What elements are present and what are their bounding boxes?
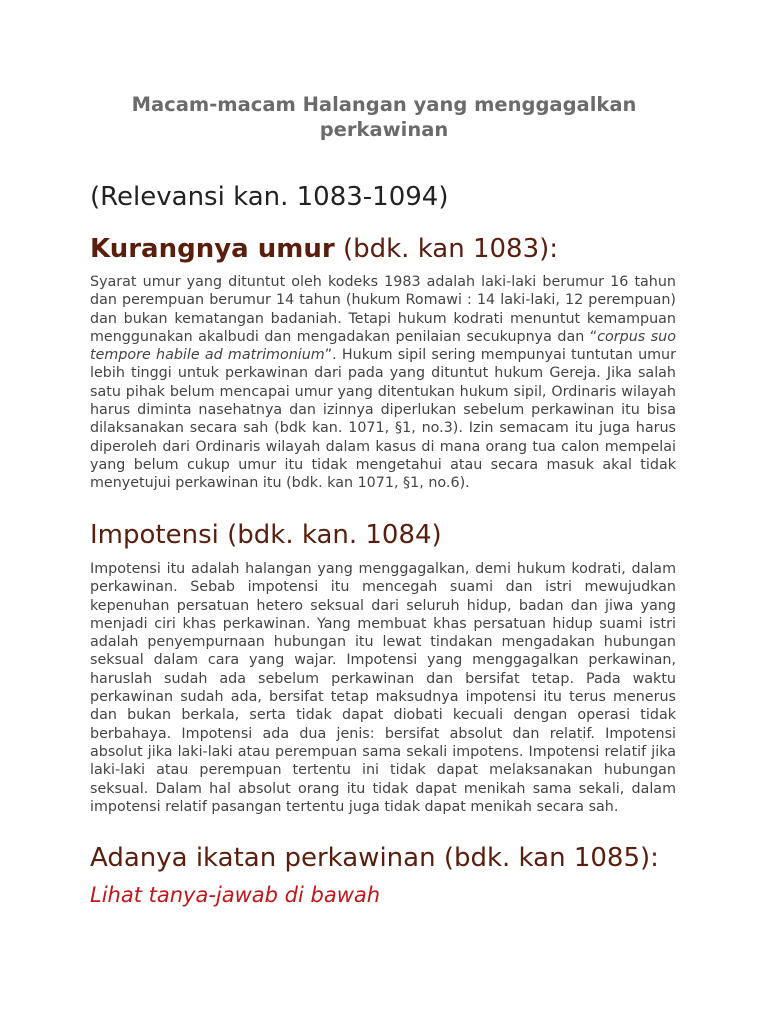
section-heading-rest: (bdk. kan 1083): <box>334 234 559 264</box>
document-title: Macam-macam Halangan yang menggagalkan perkawinan <box>131 93 637 141</box>
paragraph-text: Syarat umur yang dituntut oleh kodeks 1983 adalah laki-laki berumur 16 tahun dan perempuan berumur 14 tahun (hukum Romawi : 14 laki-laki, 12 perempuan) dan bukan kematangan badaniah. Tetapi hukum kodrati menuntut kemampuan menggunakan akalbudi dan mengadakan penilaian secukupnya dan “ <box>90 274 676 345</box>
paragraph-text: ”. Hukum sipil sering mempunyai tuntutan umur lebih tinggi untuk perkawinan dari pada yang dituntut hukum Gereja. Jika salah satu pihak belum mencapai umur yang ditentukan hukum sipil, Ordinaris wilayah harus diminta nasehatnya dan izinnya diperlukan sebelum perkawinan itu bisa dilaksanakan secara sah (bdk kan. 1071, §1, no.3). Izin semacam itu juga harus diperoleh dari Ordinaris wilayah dalam kasus di mana orang tua calon mempelai yang belum cukup umur itu tidak mengetahui atau secara masuk akal tidak menyetujui perkawinan itu (bdk. kan 1071, §1, no.6). <box>90 347 676 492</box>
document-subtitle: (Relevansi kan. 1083-1094) <box>90 182 449 212</box>
section-heading-ikatan-perkawinan: Adanya ikatan perkawinan (bdk. kan 1085): <box>90 843 659 873</box>
see-below-note: Lihat tanya-jawab di bawah <box>90 883 381 907</box>
section-heading-bold: Kurangnya umur <box>90 234 335 264</box>
section-heading-impotensi: Impotensi (bdk. kan. 1084) <box>90 520 442 550</box>
section-heading-kurangnya-umur <box>90 232 558 266</box>
latin-phrase: corpus suo tempore habile ad matrimonium <box>90 328 676 364</box>
paragraph-kurangnya-umur <box>90 273 676 493</box>
paragraph-impotensi: Impotensi itu adalah halangan yang menggagalkan, demi hukum kodrati, dalam perkawinan. Sebab impotensi itu mencegah suami dan istri mewujudkan kepenuhan persatuan hetero seksual dari seluruh hidup, badan dan jiwa yang menjadi ciri khas perkawinan. Yang membuat khas persatuan hidup suami istri adalah penyempurnaan hubungan itu lewat tindakan mengadakan hubungan seksual dalam cara yang wajar. Impotensi yang menggagalkan perkawinan, haruslah sudah ada sebelum perkawinan dan bersifat tetap. Pada waktu perkawinan sudah ada, bersifat tetap maksudnya impotensi itu terus menerus dan bukan berkala, serta tidak dapat diobati kecuali dengan operasi tidak berbahaya. Impotensi ada dua jenis: bersifat absolut dan relatif. Impotensi absolut jika laki-laki atau perempuan sama sekali impotens. Impotensi relatif jika laki-laki atau perempuan tertentu ini tidak dapat melaksanakan hubungan seksual. Dalam hal absolut orang itu tidak dapat menikah sama sekali, dalam impotensi relatif pasangan tertentu juga tidak dapat menikah secara sah. <box>90 561 676 815</box>
